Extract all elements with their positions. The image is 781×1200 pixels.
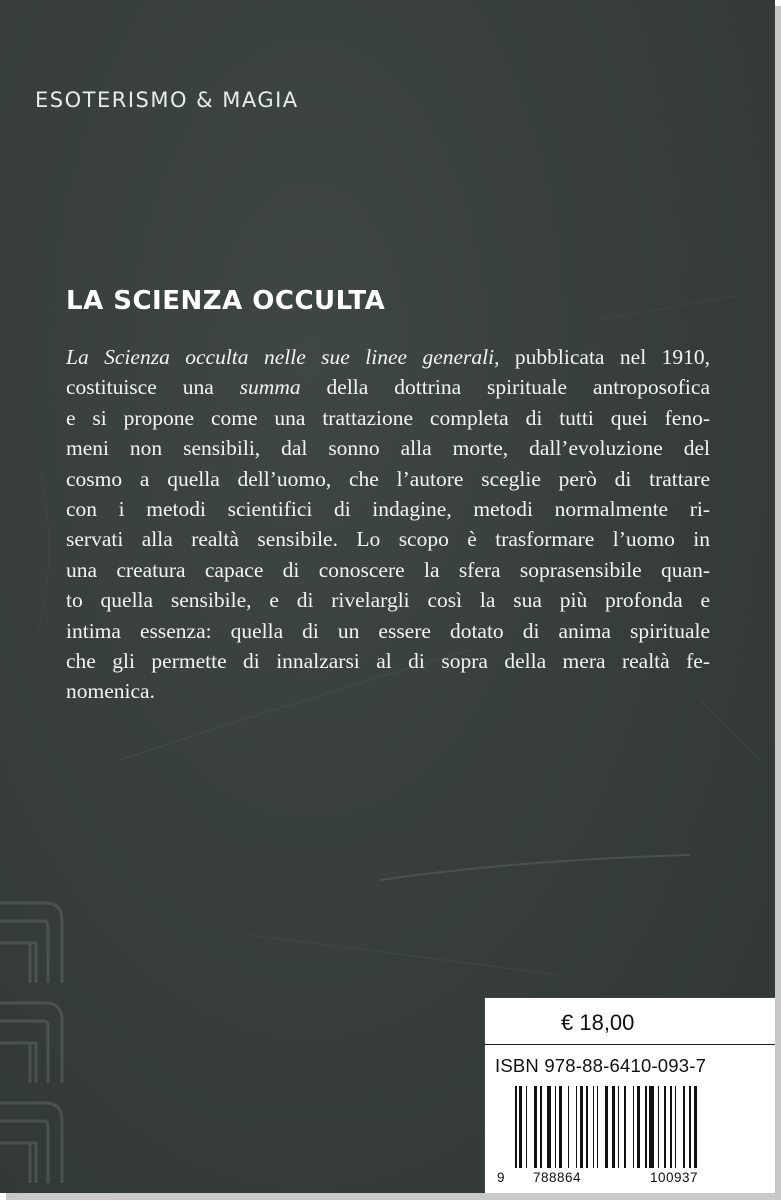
price-isbn-label (484, 997, 775, 1193)
barcode-bar (568, 1086, 570, 1168)
barcode-bar (683, 1086, 685, 1168)
description-line: cosmo a quella dell’uomo, che l’autore sceglie però di trattare (66, 466, 710, 491)
cover-shadow-right (775, 6, 781, 1200)
barcode-bar (633, 1086, 635, 1168)
barcode-bar (649, 1086, 654, 1168)
barcode-bar (664, 1086, 666, 1168)
barcode-bar (605, 1086, 608, 1168)
barcode-bar (534, 1086, 537, 1168)
barcode-left-digits: 788864 (533, 1170, 582, 1185)
description-line: La Scienza occulta nelle sue linee generali, pubblicata nel 1910, (66, 345, 710, 369)
barcode-bar (624, 1086, 626, 1168)
barcode-bar (540, 1086, 542, 1168)
barcode-bar (586, 1086, 588, 1168)
barcode-bar (547, 1086, 552, 1168)
description-line: servati alla realtà sensibile. Lo scopo è trasformare l’uomo in (66, 527, 710, 552)
italic-book-title: La Scienza occulta nelle sue linee generali (66, 345, 495, 369)
barcode-bar (694, 1086, 697, 1168)
barcode-bar (519, 1086, 522, 1168)
price: € 18,00 (561, 1010, 635, 1035)
barcode-bar (559, 1086, 562, 1168)
description-line: intima essenza: quella di un essere dotato di anima spirituale (66, 618, 710, 643)
description-line: una creatura capace di conoscere la sfera soprasensibile quan- (66, 557, 710, 582)
label-divider (485, 1044, 775, 1045)
book-title: LA SCIENZA OCCULTA (66, 286, 386, 316)
barcode-bar (618, 1086, 620, 1168)
barcode-bar (675, 1086, 677, 1168)
description-line: meni non sensibili, dal sonno alla morte, dall’evoluzione del (66, 436, 710, 461)
description-line: che gli permette di innalzarsi al di sopra della mera realtà fe- (66, 648, 710, 673)
description-line: nomenica. (66, 679, 155, 704)
barcode-bar (637, 1086, 640, 1168)
barcode-first-digit: 9 (497, 1170, 506, 1185)
barcode-bar (689, 1086, 691, 1168)
description-line: to quella sensibile, e di rivelargli così la sua più profonda e (66, 588, 710, 613)
publisher-logo-icon (0, 895, 70, 1193)
barcode-bar (597, 1086, 599, 1168)
isbn: ISBN 978-88-6410-093-7 (495, 1055, 707, 1076)
barcode-bar (576, 1086, 578, 1168)
cover-shadow-bottom (6, 1193, 781, 1200)
description-line: costituisce una summa della dottrina spirituale antroposofica (66, 375, 710, 400)
barcode-bar (580, 1086, 583, 1168)
book-description (66, 342, 710, 707)
description-line: e si propone come una trattazione completa di tutti quei feno- (66, 405, 710, 430)
barcode-right-digits: 100937 (650, 1170, 699, 1185)
barcode-bar (612, 1086, 615, 1168)
series-label: ESOTERISMO & MAGIA (35, 88, 299, 112)
barcode-bar (658, 1086, 660, 1168)
barcode-bar (670, 1086, 672, 1168)
barcode-bar (593, 1086, 595, 1168)
barcode-bar (515, 1086, 517, 1168)
barcode-icon (515, 1086, 765, 1168)
description-line: con i metodi scientifici di indagine, metodi normalmente ri- (66, 496, 710, 521)
barcode-bar (555, 1086, 557, 1168)
barcode-bar (645, 1086, 647, 1168)
barcode-bar (526, 1086, 528, 1168)
